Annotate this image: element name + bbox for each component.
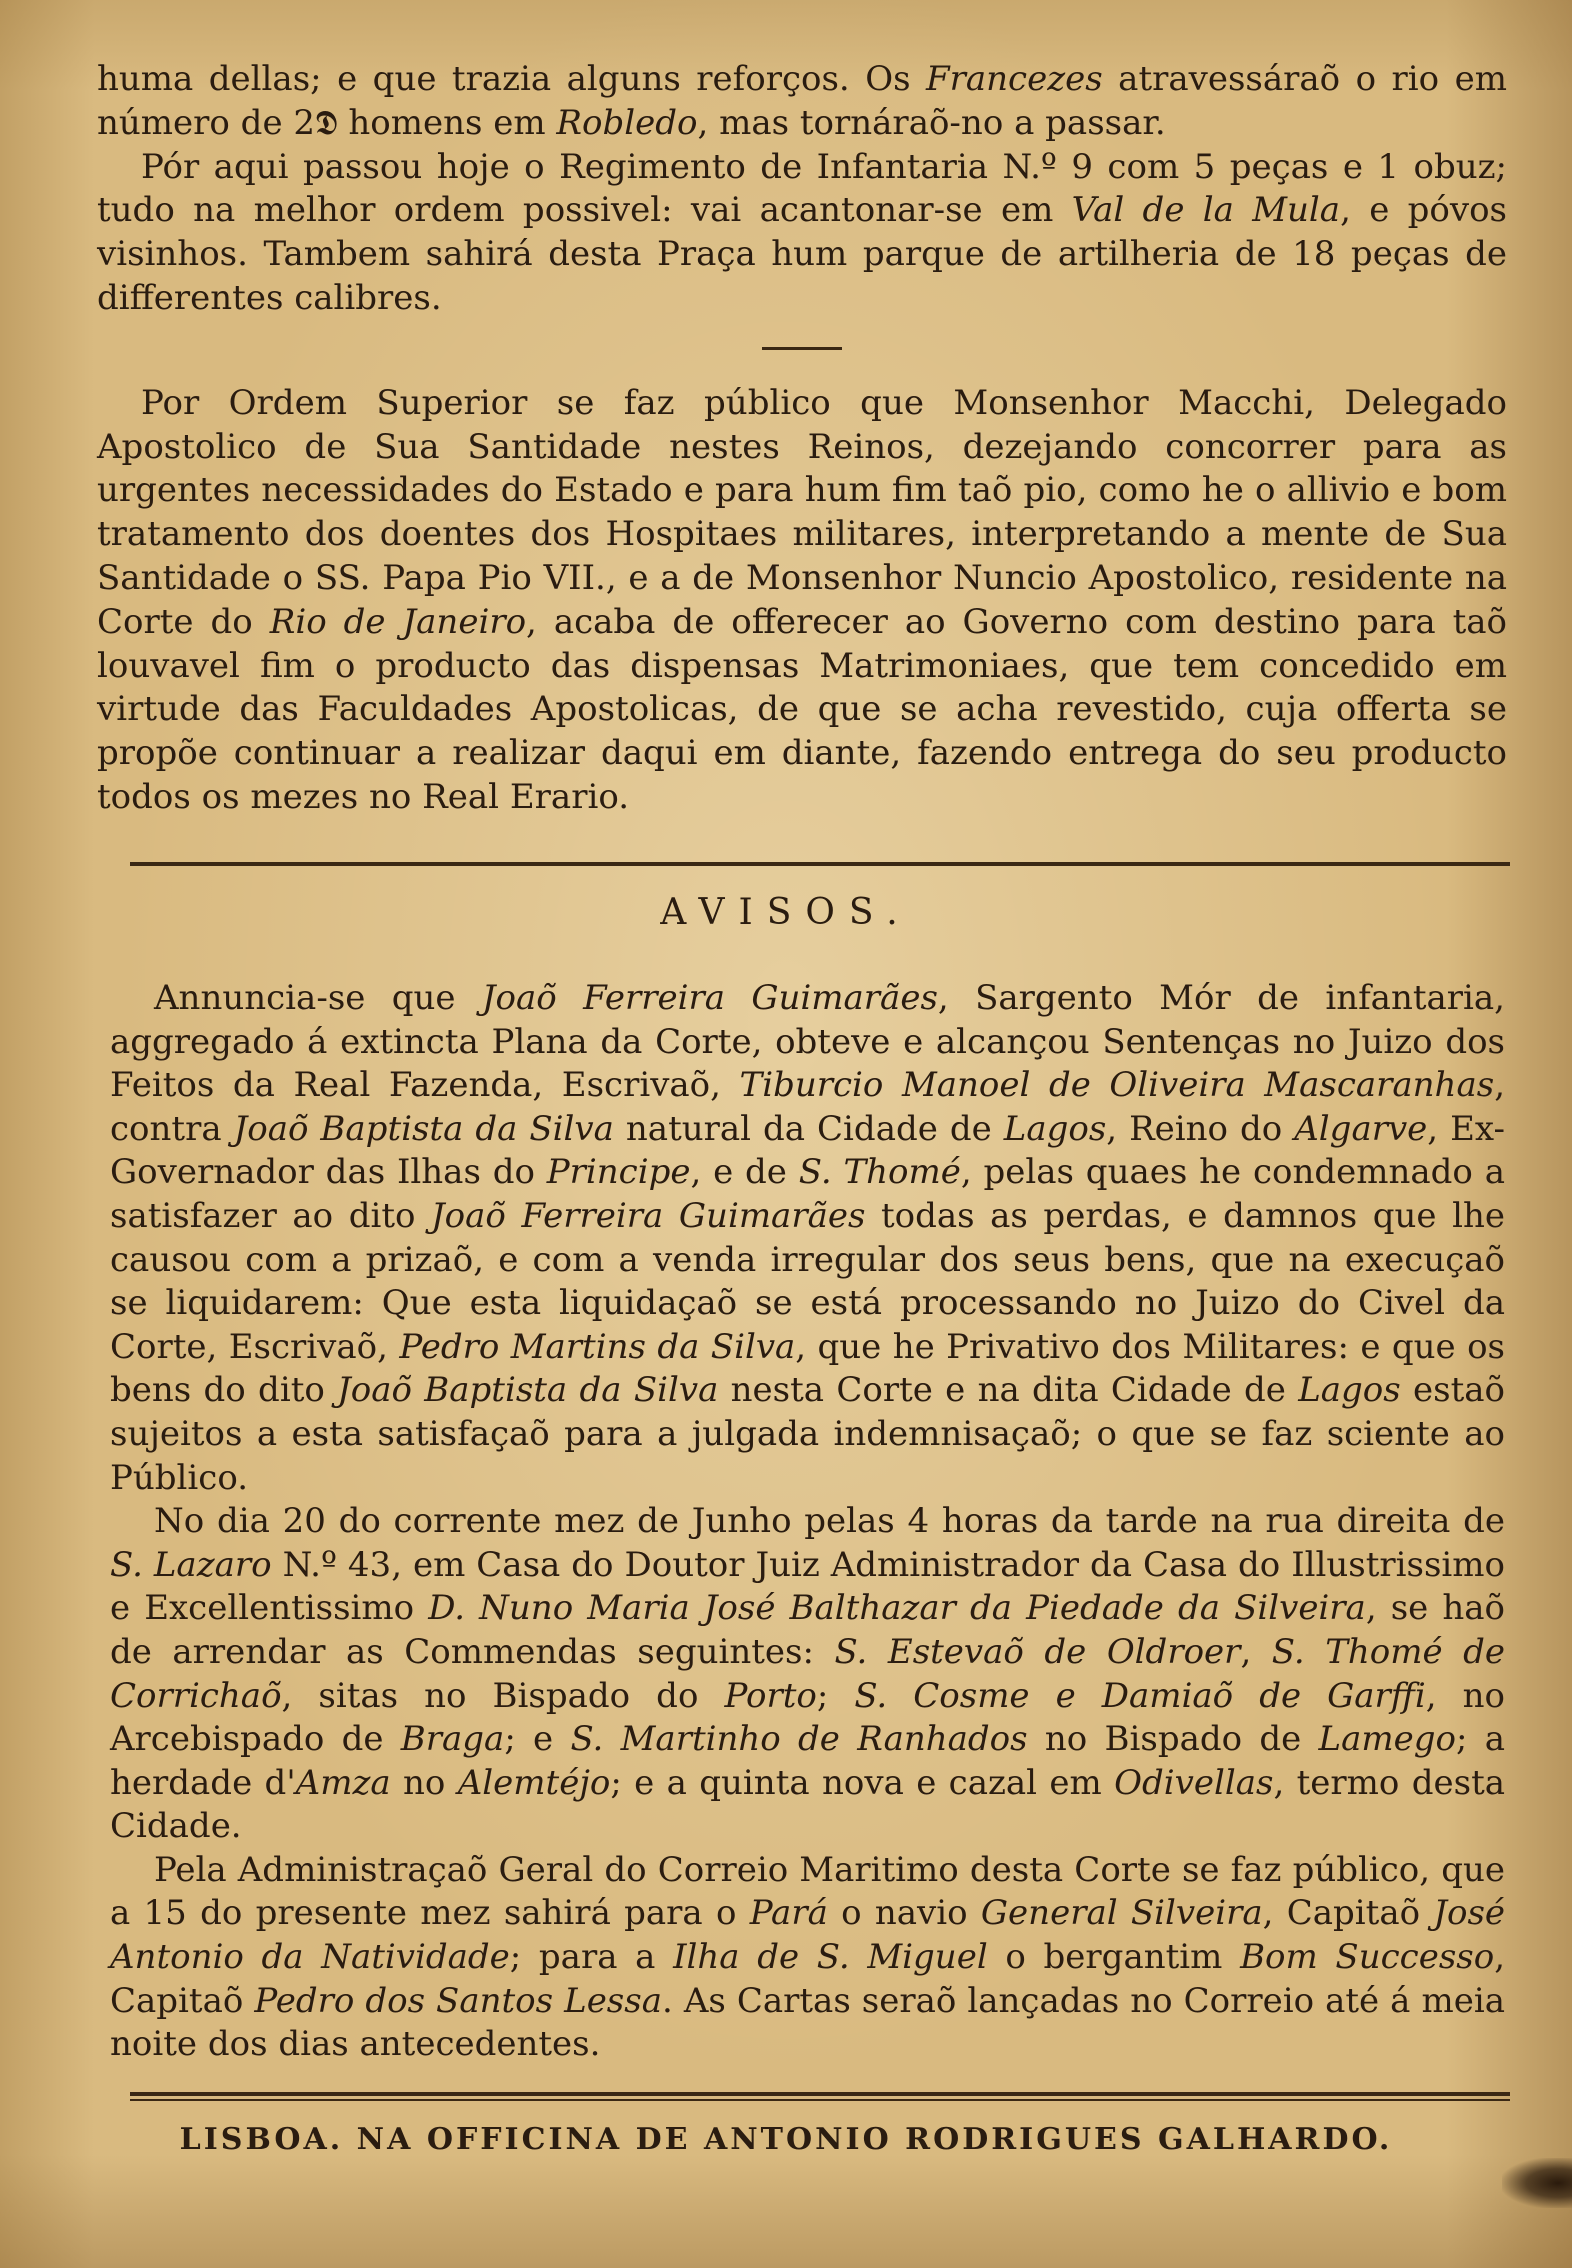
text-run: no (390, 1762, 458, 1803)
aviso-paragraph-1 (110, 977, 1505, 1500)
italic-run: Odivellas (1114, 1762, 1274, 1803)
text-run: Pela Administraçaõ Geral do Correio Maritimo desta Corte se faz público, que a 15 do presente mez sahirá para o (110, 1849, 1505, 1934)
text-run: No dia 20 do corrente mez de Junho pelas 4 horas da tarde na rua direita de (154, 1501, 1505, 1542)
paragraph-1 (97, 58, 1507, 146)
text-run: . As Cartas seraõ lançadas no Correio até á meia noite dos dias antecedentes. (110, 1980, 1505, 2065)
paragraph-2 (97, 146, 1507, 321)
italic-run: Principe (546, 1152, 691, 1193)
italic-run: S. Estevaõ de Oldroer (834, 1631, 1241, 1672)
italic-run: General Silveira (980, 1893, 1263, 1934)
italic-run: Alemtéjo (457, 1762, 611, 1803)
avisos-heading: AVISOS. (660, 892, 912, 933)
footer-divider-thin (130, 2099, 1510, 2101)
text-run: huma dellas; e que trazia alguns reforços. Os (97, 59, 927, 99)
italic-run: Amza (295, 1762, 391, 1803)
text-run: , Reino do (1106, 1108, 1295, 1149)
italic-run: Braga (400, 1719, 505, 1760)
text-run: ; a herdade d' (110, 1719, 1505, 1803)
italic-run: D. Nuno Maria José Balthazar da Piedade da Silveira (428, 1588, 1366, 1629)
italic-run: S. Lazaro (110, 1544, 272, 1585)
paragraph-3 (97, 382, 1507, 820)
italic-run: Pedro dos Santos Lessa (254, 1980, 662, 2021)
text-run: natural da Cidade de (613, 1108, 1004, 1149)
ink-smudge (1502, 2158, 1572, 2208)
text-run: todas as perdas, e damnos que lhe causou com a prizaõ, e com a venda irregular dos seus bens, que na execuçaõ se liquidarem: Que esta liquidaçaõ se está processando no Juizo do Civel da Corte, Escrivaõ, (110, 1195, 1505, 1367)
text-run: Annuncia-se que (154, 978, 482, 1018)
italic-run: Joaõ Ferreira Guimarães (481, 978, 938, 1018)
text-run: ; e a quinta nova e cazal em (610, 1762, 1115, 1803)
italic-run: S. Martinho de Ranhados (570, 1719, 1028, 1760)
text-run: no Bispado de (1027, 1719, 1319, 1760)
text-run: ; para a (509, 1937, 674, 1978)
italic-run: Val de la Mula (1071, 190, 1341, 231)
italic-run: Lagos (1003, 1108, 1107, 1149)
italic-run: Rio de Janeiro (269, 601, 527, 642)
text-run: , Capitaõ (1262, 1893, 1434, 1934)
italic-run: Pará (749, 1893, 828, 1934)
italic-run: Algarve (1294, 1108, 1428, 1149)
italic-run: Pedro Martins da Silva (399, 1326, 796, 1367)
text-run: , termo desta Cidade. (110, 1762, 1505, 1847)
text-run: , mas tornáraõ-no a passar. (697, 102, 1166, 143)
text-run: o navio (827, 1893, 981, 1934)
text-run: o bergantim (987, 1937, 1241, 1978)
text-run: , acaba de offerecer ao Governo com destino para taõ louvavel fim o producto das dispensas Matrimoniaes, que tem concedido em virtude das Faculdades Apostolicas, de que se acha revestido, cuja offerta se propõe continuar a realizar daqui em diante, fazendo entrega do seu producto todos os mezes no Real Erario. (97, 601, 1508, 817)
italic-run: Ilha de S. Miguel (673, 1937, 988, 1978)
italic-run: José Antonio da Natividade (110, 1893, 1506, 1978)
text-run: , Ex-Governador das Ilhas do (110, 1108, 1505, 1193)
text-run: nesta Corte e na dita Cidade de (718, 1370, 1299, 1411)
text-run: atravessáraõ o rio em número de 2𝕯 homens em (97, 59, 1507, 143)
text-run: , Sargento Mór de infantaria, aggregado á extincta Plana da Corte, obteve e alcançou Sentenças no Juizo dos Feitos da Real Fazenda, Escrivaõ, (110, 978, 1505, 1106)
text-run: , Capitaõ (110, 1937, 1506, 2021)
text-run: N.º 43, em Casa do Doutor Juiz Administrador da Casa do Illustrissimo e Excellentissimo (110, 1544, 1505, 1629)
italic-run: Bom Successo (1240, 1937, 1495, 1978)
italic-run: S. Cosme e Damiaõ de Garffi (854, 1675, 1426, 1716)
short-divider (762, 347, 842, 350)
aviso-paragraph-2 (110, 1500, 1505, 1849)
imprint-line: LISBOA. NA OFFICINA DE ANTONIO RODRIGUES GALHARDO. (179, 2122, 1393, 2157)
upper-text-block (97, 58, 1507, 820)
text-run: , pelas quaes he condemnado a satisfazer ao dito (110, 1152, 1505, 1236)
text-run: , no Arcebispado de (110, 1675, 1506, 1760)
text-run: ; (816, 1675, 855, 1716)
text-run: , (1240, 1631, 1272, 1672)
italic-run: Tiburcio Manoel de Oliveira Mascaranhas (739, 1065, 1495, 1106)
text-run: Pór aqui passou hoje o Regimento de Infantaria N.º 9 com 5 peças e 1 obuz; tudo na melhor ordem possivel: vai acantonar-se em (97, 146, 1507, 231)
text-run: , se haõ de arrendar as Commendas seguintes: (110, 1588, 1505, 1672)
section-divider (130, 862, 1510, 866)
avisos-block (110, 977, 1505, 2067)
italic-run: Robledo (556, 102, 698, 143)
italic-run: S. Thomé de Corrichaõ (110, 1631, 1506, 1716)
footer-divider-thick (130, 2092, 1510, 2096)
text-run: Por Ordem Superior se faz público que Monsenhor Macchi, Delegado Apostolico de Sua Santidade nestes Reinos, dezejando concorrer para as urgentes necessidades do Estado e para hum fim taõ pio, como he o allivio e bom tratamento dos doentes dos Hospitaes militares, interpretando a mente de Sua Santidade o SS. Papa Pio VII., e a de Monsenhor Nuncio Apostolico, residente na Corte do (97, 382, 1507, 642)
italic-run: Francezes (926, 59, 1103, 99)
italic-run: Porto (724, 1675, 817, 1716)
text-run: , que he Privativo dos Militares: e que os bens do dito (110, 1326, 1506, 1411)
italic-run: Joaõ Baptista da Silva (233, 1108, 614, 1149)
italic-run: S. Thomé (798, 1152, 961, 1193)
text-run: , e póvos visinhos. Tambem sahirá desta Praça hum parque de artilheria de 18 peças de differentes calibres. (97, 190, 1507, 318)
aviso-paragraph-3 (110, 1849, 1505, 2067)
text-run: estaõ sujeitos a esta satisfaçaõ para a julgada indemnisaçaõ; o que se faz sciente ao Público. (110, 1370, 1505, 1498)
text-run: , sitas no Bispado do (281, 1675, 725, 1716)
text-run: , contra (110, 1065, 1505, 1149)
italic-run: Joaõ Ferreira Guimarães (431, 1195, 866, 1236)
italic-run: Lamego (1318, 1719, 1456, 1760)
text-run: , e de (690, 1152, 799, 1193)
italic-run: Lagos (1298, 1370, 1401, 1411)
italic-run: Joaõ Baptista da Silva (337, 1370, 719, 1411)
text-run: ; e (504, 1719, 571, 1760)
